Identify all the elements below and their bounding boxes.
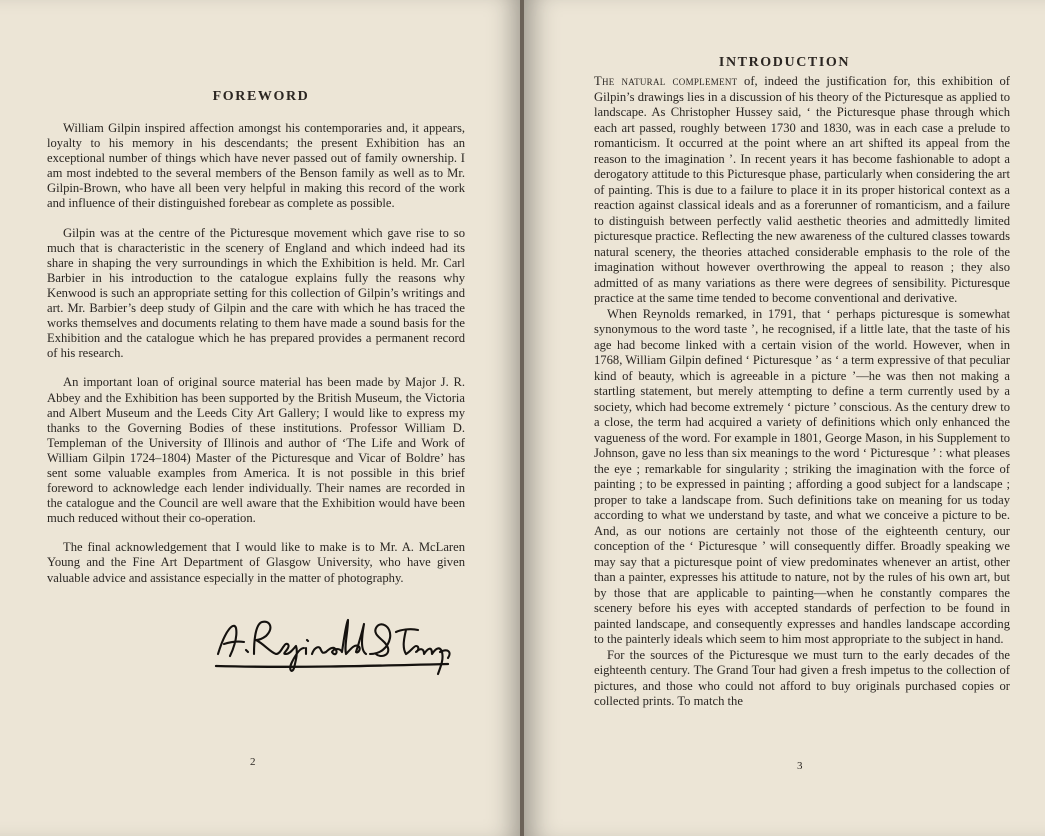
introduction-paragraph: When Reynolds remarked, in 1791, that ‘ perhaps picturesque is somewhat synonymous to the word taste ’, he recognised, if a little late, that the taste of his age had become linked with a certain vision of the world. However, when in 1768, William Gilpin defined ‘ Picturesque ’ as ‘ a term expressive of that peculiar kind of beauty, which is agreeable in a picture ’—he was then not making a startling statement, but merely attempting to define a term currently used by a society, which had become extremely ‘ picture ’ conscious. As the century drew to a close, the term had acquired a variety of definitions which only enhanced the vagueness of the word. For example in 1801, George Mason, in his Supplement to Johnson, gave no less than six meanings to the word ‘ Picturesque ’ : what pleases the eye ; remarkable for singularity ; striking the imagination with the force of painting ; to be expressed in painting ; affording a good subject for a landscape ; proper to take a landscape from. Such definitions take on meaning for us today according to what we understand by taste, and what we conceive a picture to be. And, as our notions are certainly not those of the eighteenth century, our conception of the ‘ Picturesque ’ will consequently differ. Broadly speaking we may say that a picturesque point of view predominates whenever an artist, other than a painter, expresses his attitude to nature, not by the rules of his own art, but by those that are applicable to painting—when he constantly compares the scenery before his eyes with accepted standards of perfection to be found in painted landscape, and consequently expresses and handles landscape according to the painterly ideals which seem to him most appropriate to the subject in hand. [594,306,1010,646]
page-number-right: 3 [797,760,803,772]
introduction-paragraph [594,74,1010,307]
foreword-paragraph: William Gilpin inspired affection amongst his contemporaries and, it appears, loyalty to his memory in his descendants; the present Exhibition has an exceptional number of things which have never passed out of family ownership. I am most indebted to the several members of the Benson family as well as to Mr. Gilpin-Brown, who have all been very helpful in making this record of the work and influence of their distinguished forebear as complete as possible. [47,121,465,211]
right-page [524,0,1045,836]
left-page [0,0,522,836]
foreword-paragraph: An important loan of original source material has been made by Major J. R. Abbey and the Exhibition has been supported by the British Museum, the Victoria and Albert Museum and the Leeds City Art Gallery; I would like to express my thanks to the Governing Bodies of these institutions. Professor William D. Templeman of the University of Illinois and author of ‘The Life and Work of William Gilpin 1724–1804) Master of the Picturesque and Vicar of Boldre’ has sent some valuable examples from America. It is not possible in this brief foreword to acknowledge each lender individually. Their names are recorded in the catalogue and the Council are well aware that the Exhibition would have been much reduced without their co-operation. [47,375,465,526]
lead-in-smallcaps: The natural complement [594,74,738,88]
introduction-heading: INTRODUCTION [718,55,851,70]
signature-image [210,608,460,688]
introduction-text [594,74,1010,710]
page-number-left: 2 [250,756,256,768]
foreword-text [47,121,465,600]
introduction-paragraph-text: of, indeed the justification for, this exhibition of Gilpin’s drawings lies in a discussion of his theory of the Picturesque as applied to landscape. As Christopher Hussey said, ‘ the Picturesque phase through which each art passed, roughly between 1730 and 1830, was in each case a prelude to romanticism. It occurred at the point where an art shifted its appeal from the reason to the imagination ’. In recent years it has become fashionable to adopt a derogatory attitude to this Picturesque phase, particularly when considering the art of painting. This is due to a failure to place it in its proper historical context as a reaction against classical ideals and as a forerunner of romanticism, and a failure to distinguish between perfectly valid aesthetic theories and admittedly limited picturesque practice. Reflecting the new awareness of the cultured classes towards natural scenery, the theories attached considerable emphasis to the role of the imagination without however overthrowing the appeal to reason ; they also admitted of as many variations as there were degrees of sensibility. Picturesque practice at the same time tended to become conventional and derivative. [594,74,1010,305]
foreword-paragraph: Gilpin was at the centre of the Picturesque movement which gave rise to so much that is characteristic in the scenery of England and which indeed had its share in shaping the very surroundings in which the Exhibition is held. Mr. Carl Barbier in his introduction to the catalogue explains fully the reasons why Kenwood is such an appropriate setting for this collection of Gilpin’s writings and art. Mr. Barbier’s deep study of Gilpin and the care with which he has traced the works themselves and documents relating to them have made a sound basis for the Exhibition and the catalogue which he has prepared provides a permanent record of his research. [47,225,465,361]
introduction-paragraph: For the sources of the Picturesque we must turn to the early decades of the eighteenth century. The Grand Tour had given a fresh impetus to the collection of pictures, and those who could not afford to buy originals purchased copies or collected prints. To match the [594,647,1010,708]
foreword-heading: FOREWORD [212,89,310,104]
foreword-paragraph: The final acknowledgement that I would like to make is to Mr. A. McLaren Young and the Fine Art Department of Glasgow University, who have given valuable advice and assistance especially in the matter of photography. [47,540,465,585]
